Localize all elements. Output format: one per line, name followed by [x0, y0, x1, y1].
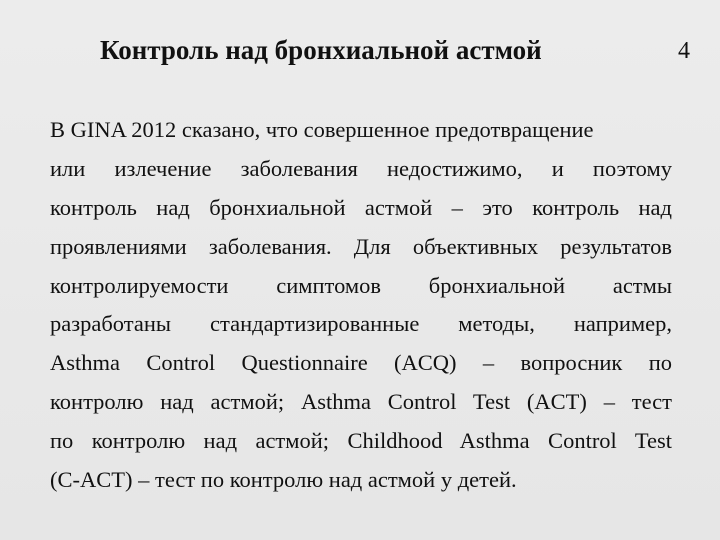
paragraph-line: контролируемости симптомов бронхиальной астмы	[50, 272, 672, 298]
body-paragraph	[50, 111, 672, 500]
paragraph-line: В GINA 2012 сказано, что совершенное предотвращение	[50, 117, 594, 142]
paragraph-line: разработаны стандартизированные методы, например,	[50, 311, 672, 337]
paragraph-line: (C-ACT) – тест по контролю над астмой у детей.	[50, 467, 517, 493]
paragraph-line: Asthma Control Questionnaire (ACQ) – вопросник по	[50, 350, 672, 376]
paragraph-line: контроль над бронхиальной астмой – это контроль над	[50, 194, 672, 220]
paragraph-line: по контролю над астмой; Childhood Asthma Control Test	[50, 428, 672, 454]
slide-title: Контроль над бронхиальной астмой	[100, 35, 542, 65]
paragraph-line: или излечение заболевания недостижимо, и поэтому	[50, 155, 672, 181]
paragraph-line: контролю над астмой; Asthma Control Test (ACT) – тест	[50, 389, 672, 415]
paragraph-line: проявлениями заболевания. Для объективных результатов	[50, 233, 672, 259]
page-number: 4	[678, 38, 690, 64]
